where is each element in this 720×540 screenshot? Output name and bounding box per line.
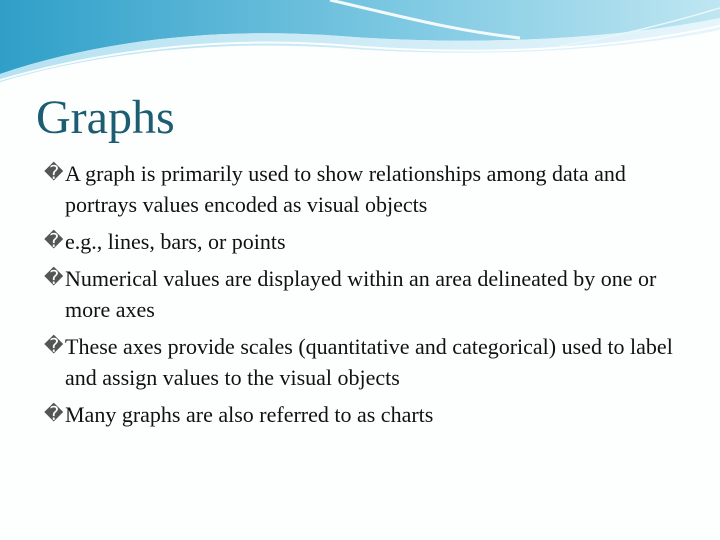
bullet-item xyxy=(44,226,684,257)
bullet-text: Many graphs are also referred to as charts xyxy=(65,402,434,427)
slide-title: Graphs xyxy=(36,91,175,144)
bullet-marker-icon: � xyxy=(44,230,64,252)
bullet-item xyxy=(44,331,684,393)
bullet-marker-icon: � xyxy=(44,162,64,184)
bullet-text: A graph is primarily used to show relationships among data and portrays values encoded as visual objects xyxy=(65,161,626,217)
bullet-item xyxy=(44,158,684,220)
bullet-item xyxy=(44,263,684,325)
bullet-item xyxy=(44,399,684,430)
header-wave-decoration xyxy=(0,0,720,90)
bullet-marker-icon: � xyxy=(44,403,64,425)
bullet-list xyxy=(44,158,684,436)
bullet-text: These axes provide scales (quantitative and categorical) used to label and assign values to the visual objects xyxy=(65,334,673,390)
bullet-marker-icon: � xyxy=(44,267,64,289)
bullet-text: Numerical values are displayed within an area delineated by one or more axes xyxy=(65,266,657,322)
bullet-marker-icon: � xyxy=(44,335,64,357)
bullet-text: e.g., lines, bars, or points xyxy=(65,229,286,254)
